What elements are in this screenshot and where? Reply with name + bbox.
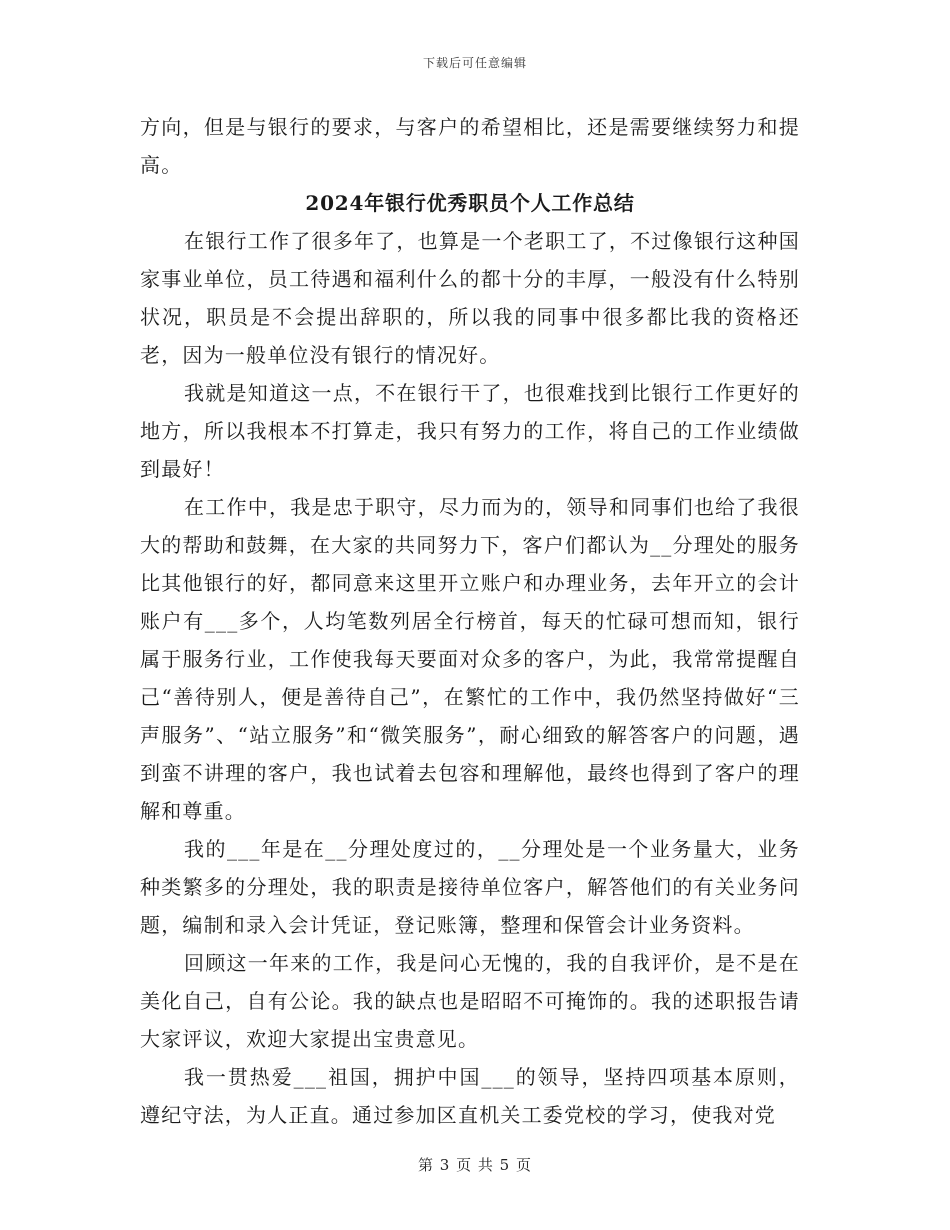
section-title: 2024年银行优秀职员个人工作总结 xyxy=(305,191,635,215)
page-header: 下载后可任意编辑 xyxy=(422,56,527,70)
paragraph-continued: 方向，但是与银行的要求，与客户的希望相比，还是需要继续努力和提高。 xyxy=(140,115,800,177)
paragraph: 在工作中，我是忠于职守，尽力而为的，领导和同事们也给了我很大的帮助和鼓舞，在大家的共同努力下，客户们都认为__分理处的服务比其他银行的好，都同意来这里开立账户和办理业务，去年开立的会计账户有___多个，人均笔数列居全行榜首，每天的忙碌可想而知，银行属于服务行业，工作使我每天要面对众多的客户，为此，我常常提醒自己“善待别人，便是善待自己”，在繁忙的工作中，我仍然坚持做好“三声服务”、“站立服务”和“微笑服务”，耐心细致的解答客户的问题，遇到蛮不讲理的客户，我也试着去包容和理解他，最终也得到了客户的理解和尊重。 xyxy=(140,495,800,823)
page-number: 第 3 页 共 5 页 xyxy=(418,1156,532,1174)
document-body xyxy=(140,108,800,1134)
paragraph: 在银行工作了很多年了，也算是一个老职工了，不过像银行这种国家事业单位，员工待遇和福利什么的都十分的丰厚，一般没有什么特别状况，职员是不会提出辞职的，所以我的同事中很多都比我的资格还老，因为一般单位没有银行的情况好。 xyxy=(140,229,800,367)
paragraph: 我的___年是在__分理处度过的，__分理处是一个业务量大，业务种类繁多的分理处，我的职责是接待单位客户，解答他们的有关业务问题，编制和录入会计凭证，登记账簿，整理和保管会计业务资料。 xyxy=(140,837,800,937)
paragraph: 回顾这一年来的工作，我是问心无愧的，我的自我评价，是不是在美化自己，自有公论。我的缺点也是昭昭不可掩饰的。我的述职报告请大家评议，欢迎大家提出宝贵意见。 xyxy=(140,951,800,1051)
paragraph: 我一贯热爱___祖国，拥护中国___的领导，坚持四项基本原则，遵纪守法，为人正直。通过参加区直机关工委党校的学习，使我对党 xyxy=(140,1065,800,1127)
paragraph: 我就是知道这一点，不在银行干了，也很难找到比银行工作更好的地方，所以我根本不打算走，我只有努力的工作，将自己的工作业绩做到最好！ xyxy=(140,381,800,481)
